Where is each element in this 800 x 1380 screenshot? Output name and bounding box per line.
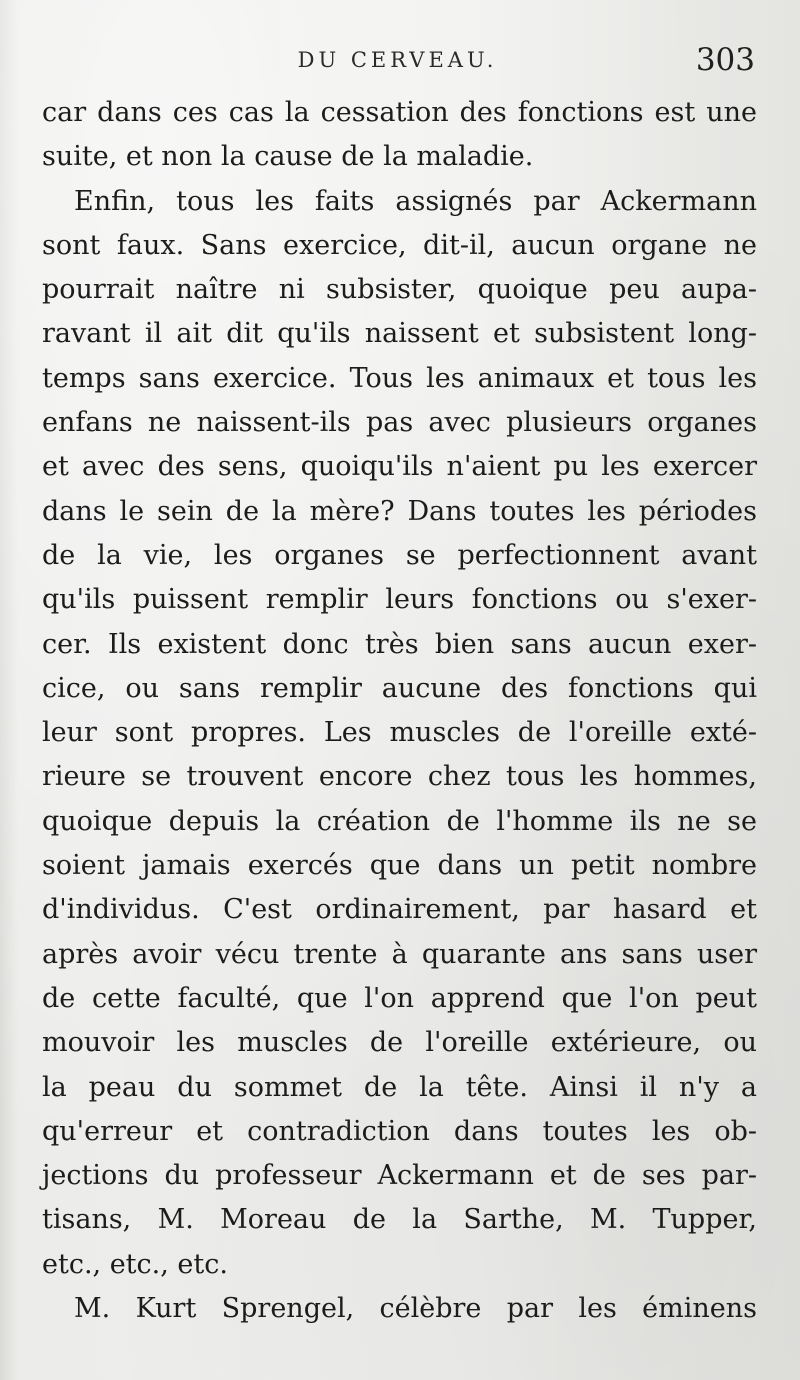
text-line: mouvoir les muscles de l'oreille extérieure, ou: [42, 1027, 757, 1059]
text-line: qu'erreur et contradiction dans toutes les ob-: [42, 1115, 757, 1147]
chapter-running-title: DU CERVEAU.: [297, 48, 498, 72]
text-line: de cette faculté, que l'on apprend que l'on peut: [42, 982, 757, 1014]
running-head: [40, 42, 755, 82]
text-line: jections du professeur Ackermann et de ses par-: [42, 1160, 757, 1192]
text-line: temps sans exercice. Tous les animaux et tous les: [42, 362, 757, 394]
text-line: tisans, M. Moreau de la Sarthe, M. Tupper,: [42, 1204, 757, 1236]
text-line: ravant il ait dit qu'ils naissent et subsistent long-: [42, 318, 757, 350]
text-line: la peau du sommet de la tête. Ainsi il n'y a: [42, 1071, 757, 1103]
body-text: [42, 91, 757, 1331]
paragraph-first-line: Enfin, tous les faits assignés par Ackermann: [74, 185, 757, 217]
text-line: enfans ne naissent-ils pas avec plusieurs organes: [42, 407, 757, 439]
text-line: cer. Ils existent donc très bien sans aucun exer-: [42, 628, 757, 660]
text-line: leur sont propres. Les muscles de l'oreille exté-: [42, 717, 757, 749]
text-line: de la vie, les organes se perfectionnent avant: [42, 539, 757, 571]
text-line: car dans ces cas la cessation des fonctions est une: [42, 97, 757, 128]
text-line: suite, et non la cause de la maladie.: [42, 141, 534, 173]
text-line: qu'ils puissent remplir leurs fonctions ou s'exer-: [42, 584, 757, 616]
text-line: et avec des sens, quoiqu'ils n'aient pu les exercer: [42, 451, 757, 483]
text-line: cice, ou sans remplir aucune des fonctions qui: [42, 672, 757, 704]
text-line: sont faux. Sans exercice, dit-il, aucun organe ne: [42, 229, 757, 261]
text-line: quoique depuis la création de l'homme ils ne se: [42, 805, 757, 837]
paragraph-first-line: M. Kurt Sprengel, célèbre par les éminens: [74, 1293, 757, 1325]
text-line: après avoir vécu trente à quarante ans sans user: [42, 938, 757, 970]
text-line: pourrait naître ni subsister, quoique peu aupa-: [42, 274, 757, 306]
text-line: rieure se trouvent encore chez tous les hommes,: [42, 761, 757, 793]
text-line: soient jamais exercés que dans un petit nombre: [42, 850, 757, 882]
page-number: 303: [695, 42, 755, 78]
text-line: etc., etc., etc.: [42, 1248, 228, 1280]
text-line: dans le sein de la mère? Dans toutes les périodes: [42, 495, 757, 527]
text-line: d'individus. C'est ordinairement, par hasard et: [42, 894, 757, 926]
